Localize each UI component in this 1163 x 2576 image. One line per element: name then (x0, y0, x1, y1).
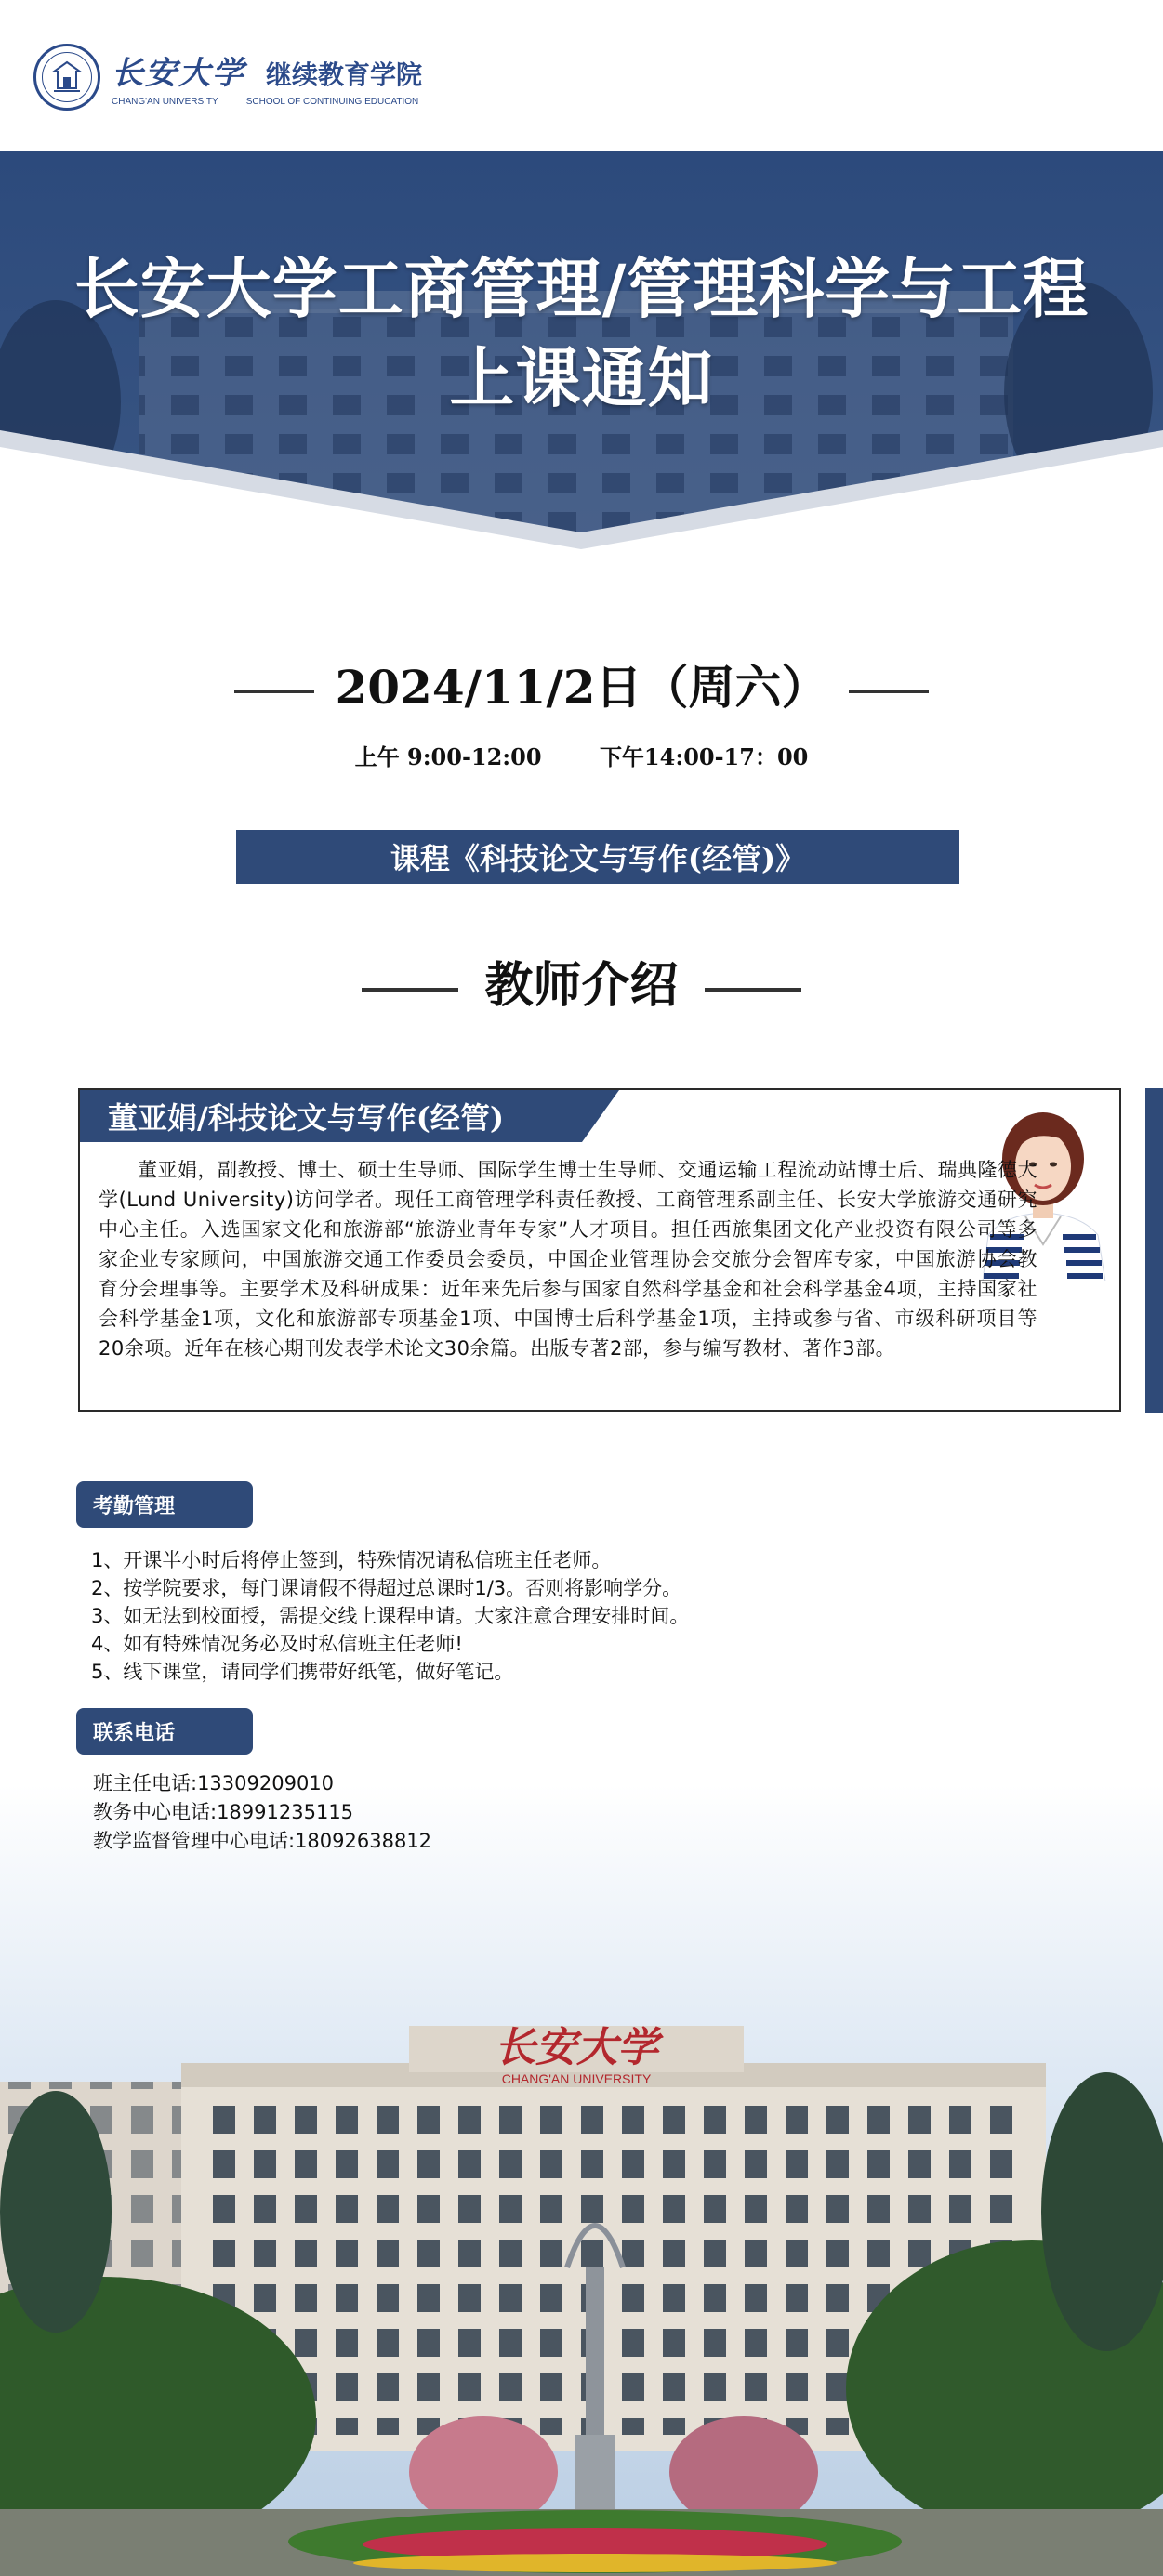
decorative-dash-right (849, 690, 929, 693)
title-line-1: 长安大学工商管理/管理科学与工程 (73, 250, 1090, 327)
class-times (0, 739, 1163, 771)
page-title (0, 244, 1163, 423)
university-name: 长安大学 (112, 55, 245, 92)
contact-label-text: 联系电话 (93, 1721, 176, 1745)
contact-list (93, 1769, 431, 1856)
decorative-dash-right (705, 988, 801, 992)
list-item: 1、开课半小时后将停止签到，特殊情况请私信班主任老师。 (91, 1549, 612, 1571)
title-line-2: 上课通知 (449, 339, 714, 416)
contact-label (76, 1708, 253, 1755)
head-teacher-phone: 班主任电话:13309209010 (93, 1772, 335, 1794)
decorative-dash-left (362, 988, 458, 992)
supervision-center-phone: 教学监督管理中心电话:18092638812 (93, 1830, 432, 1852)
campus-sign-en: CHANG'AN UNIVERSITY (501, 2071, 652, 2086)
school-name: 继续教育学院 (266, 59, 423, 90)
decorative-dash-left (234, 690, 314, 693)
teacher-section-heading (0, 946, 1163, 1016)
decorative-side-bar (1145, 1088, 1163, 1413)
logo-text (112, 47, 422, 107)
morning-time: 上午 9:00-12:00 (354, 743, 542, 770)
course-banner (236, 830, 959, 884)
hero-banner (0, 151, 1163, 560)
list-item: 5、线下课堂，请同学们携带好纸笔，做好笔记。 (91, 1661, 514, 1683)
attendance-label-text: 考勤管理 (93, 1494, 176, 1518)
university-seal-icon (33, 44, 100, 111)
attendance-rules (91, 1546, 689, 1686)
header-logo (33, 35, 422, 119)
date-heading (0, 651, 1163, 717)
teacher-name-course: 董亚娟/科技论文与写作(经管) (108, 1100, 504, 1136)
teacher-card (78, 1088, 1121, 1412)
list-item: 3、如无法到校面授，需提交线上课程申请。大家注意合理安排时间。 (91, 1605, 690, 1627)
list-item: 2、按学院要求，每门课请假不得超过总课时1/3。否则将影响学分。 (91, 1577, 682, 1599)
attendance-label (76, 1481, 253, 1528)
list-item: 4、如有特殊情况务必及时私信班主任老师! (91, 1633, 463, 1655)
teacher-name-tab (80, 1090, 582, 1142)
course-label: 课程《科技论文与写作(经管)》 (390, 841, 806, 876)
campus-photo (0, 1784, 1163, 2576)
university-name-en: CHANG'AN UNIVERSITY (112, 97, 218, 107)
teacher-bio: 董亚娟，副教授、博士、硕士生导师、国际学生博士生导师、交通运输工程流动站博士后、瑞典隆德大学(Lund University)访问学者。现任工商管理学科责任教授、工商管理系副主任、长安大学旅游交通研究中心主任。入选国家文化和旅游部“旅游业青年专家”人才项目。担任西旅集团文化产业投资有限公司等多家企业专家顾问，中国旅游交通工作委员会委员，中国企业管理协会交旅分会智库专家，中国旅游协会教育分会理事等。主要学术及科研成果：近年来先后参与国家自然科学基金和社会科学基金4项，主持国家社会科学基金1项，文化和旅游部专项基金1项、中国博士后科学基金1项，主持或参与省、市级科研项目等20余项。近年在核心期刊发表学术论文30余篇。出版专著2部，参与编写教材、著作3部。 (99, 1159, 1037, 1360)
school-name-en: SCHOOL OF CONTINUING EDUCATION (245, 97, 419, 107)
academic-office-phone: 教务中心电话:18991235115 (93, 1801, 354, 1823)
afternoon-time: 下午14:00-17：00 (599, 743, 809, 770)
class-date: 2024/11/2日（周六） (335, 660, 828, 715)
campus-sign: 长安大学 (495, 2024, 658, 2071)
teacher-heading-text: 教师介绍 (484, 957, 679, 1014)
